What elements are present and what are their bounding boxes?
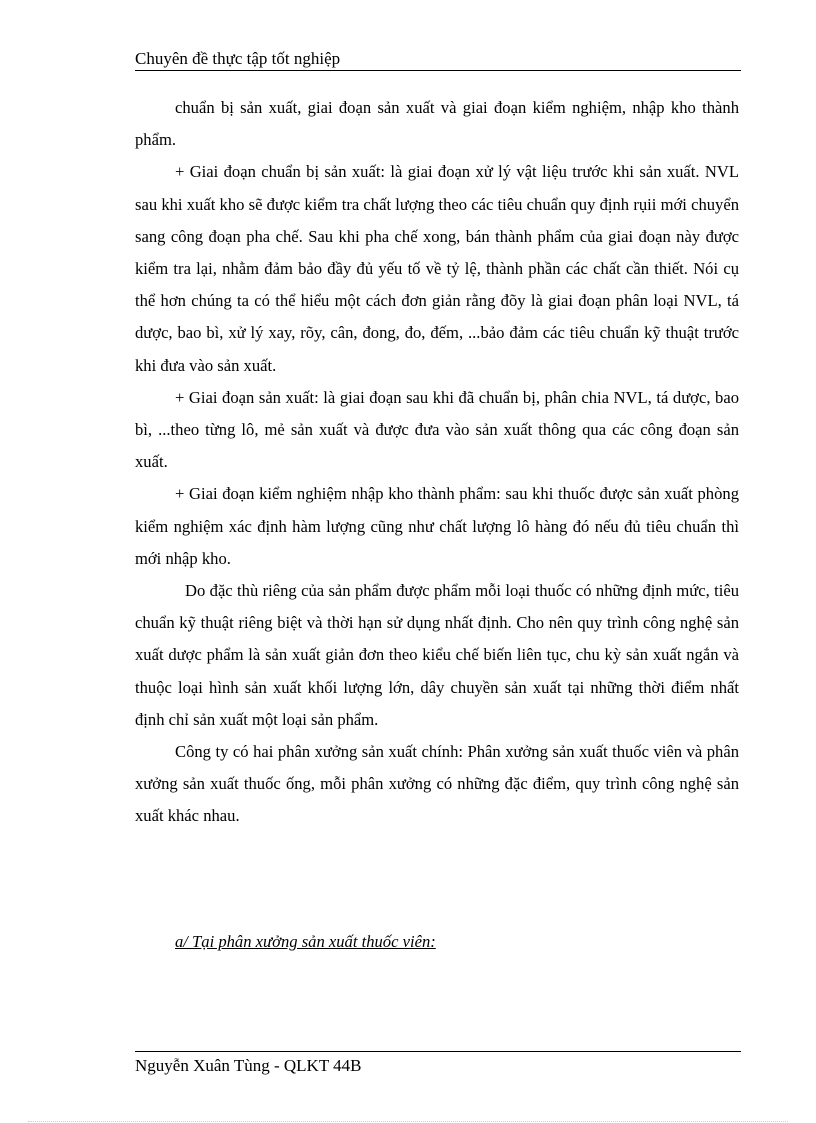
paragraph-continuation: chuẩn bị sản xuất, giai đoạn sản xuất và giai đoạn kiểm nghiệm, nhập kho thành phẩm. [135,98,739,150]
footer-divider [135,1051,741,1052]
page-header: Chuyên đề thực tập tốt nghiệp [135,48,741,71]
paragraph-workshops: Công ty có hai phân xưởng sản xuất chính: Phân xưởng sản xuất thuốc viên và phân xưởng sản xuất thuốc ống, mỗi phân xưởng có những đặc điểm, quy trình công nghệ sản xuất khác nhau. [135,742,739,826]
section-subheading: a/ Tại phân xưởng sản xuất thuốc viên: [175,932,436,951]
page-edge-divider [28,1121,788,1122]
paragraph-characteristics: Do đặc thù riêng của sản phẩm được phẩm mỗi loại thuốc có những định mức, tiêu chuẩn kỹ thuật riêng biệt và thời hạn sử dụng nhất định. Cho nên quy trình công nghệ sản xuất dược phẩm là sản xuất giản đơn theo kiểu chế biến liên tục, chu kỳ sản xuất ngắn và thuộc loại hình sản xuất khối lượng lớn, dây chuyền sản xuất tại những thời điểm nhất định chỉ sản xuất một loại sản phẩm. [135,581,739,729]
paragraph-preparation-stage: + Giai đoạn chuẩn bị sản xuất: là giai đoạn xử lý vật liệu trước khi sản xuất. NVL sau khi xuất kho sẽ được kiểm tra chất lượng theo các tiêu chuẩn quy định rụii mới chuyển sang công đoạn pha chế. Sau khi pha chế xong, bán thành phẩm của giai đoạn này được kiểm tra lại, nhằm đảm bảo đầy đủ yếu tố về tỷ lệ, thành phần các chất cần thiết. Nói cụ thể hơn chúng ta có thể hiểu một cách đơn giản rằng đõy là giai đoạn phân loại NVL, tá dược, bao bì, xử lý xay, rõy, cân, đong, đo, đếm, ...bảo đảm các tiêu chuẩn kỹ thuật trước khi đưa vào sản xuất. [135,162,739,375]
body-text [135,92,739,833]
paragraph-inspection-stage: + Giai đoạn kiểm nghiệm nhập kho thành phẩm: sau khi thuốc được sản xuất phòng kiểm nghiệm xác định hàm lượng cũng như chất lượng lô hàng đó nếu đủ tiêu chuẩn thì mới nhập kho. [135,484,739,568]
paragraph-production-stage: + Giai đoạn sản xuất: là giai đoạn sau khi đã chuẩn bị, phân chia NVL, tá dược, bao bì, ...theo từng lô, mẻ sản xuất và được đưa vào sản xuất thông qua các công đoạn sản xuất. [135,387,739,472]
page-footer: Nguyễn Xuân Tùng - QLKT 44B [135,1056,362,1075]
